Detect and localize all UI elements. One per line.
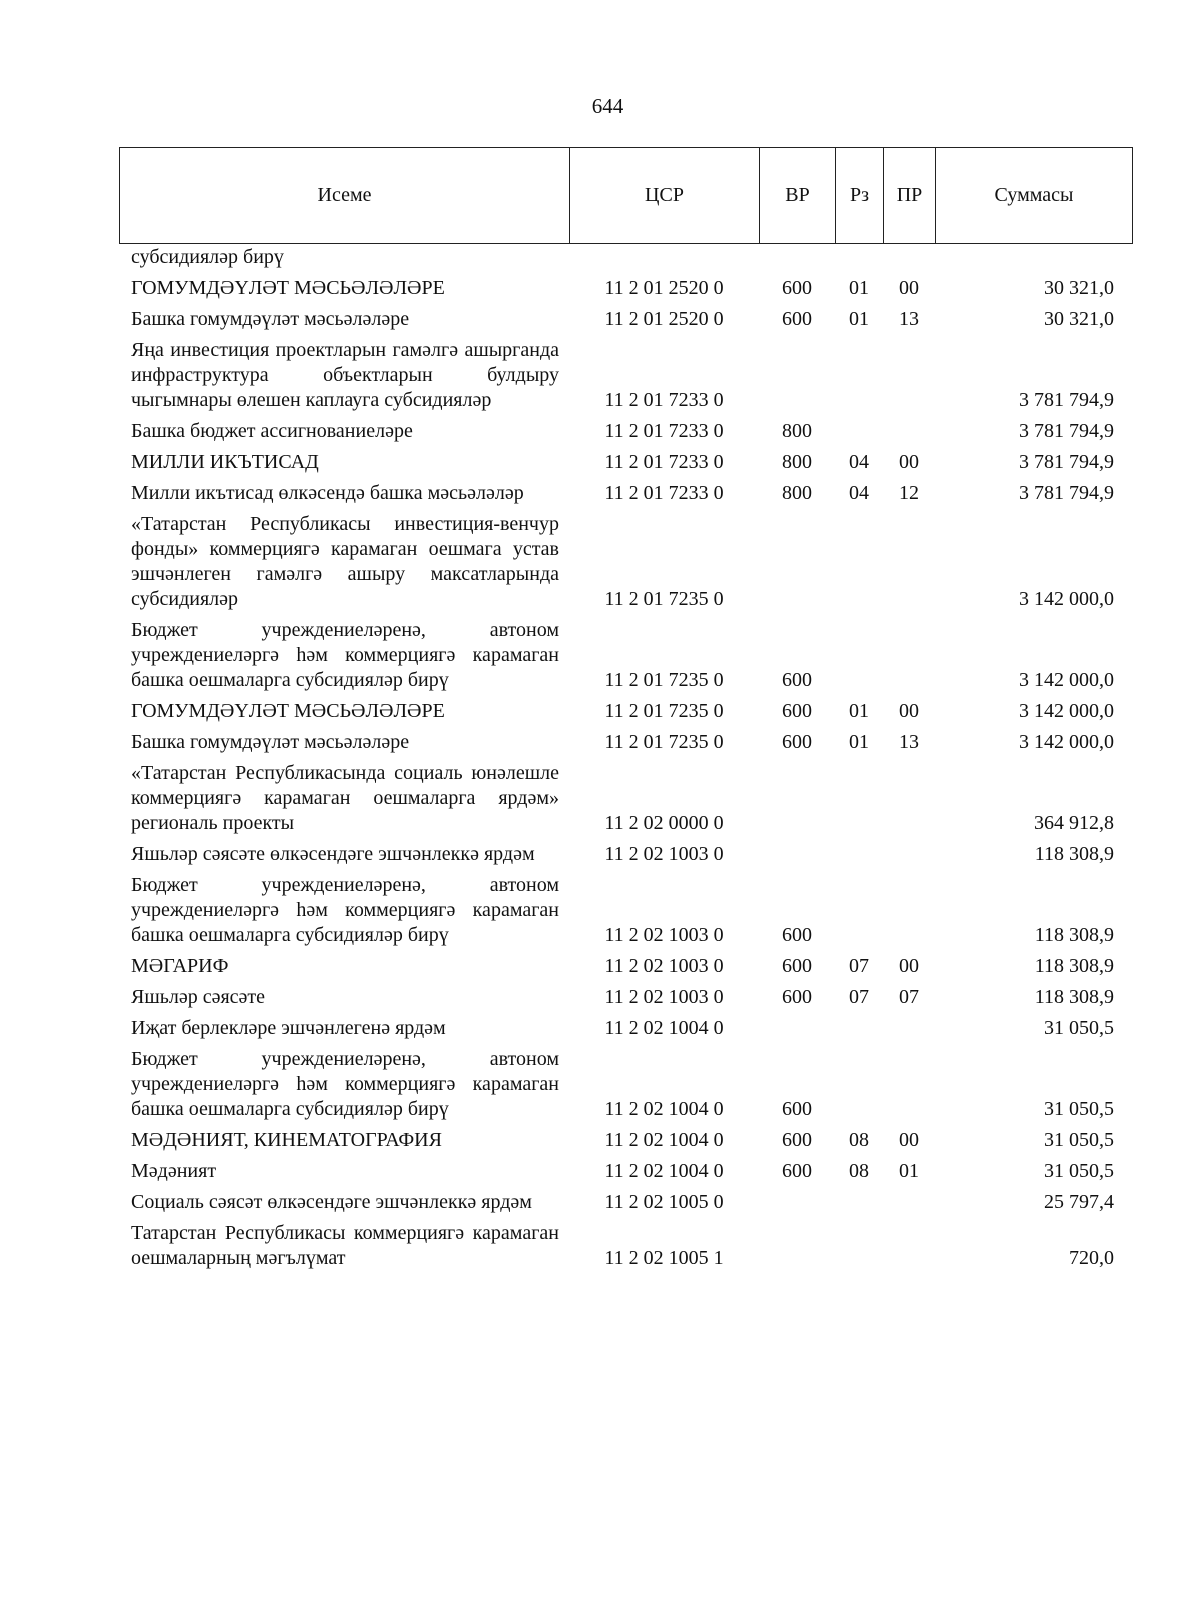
cell-sum: 3 142 000,0 bbox=[1019, 588, 1114, 610]
cell-name: Яшьләр сәясәте өлкәсендәге эшчәнлеккә ярдәм bbox=[131, 843, 535, 865]
cell-name: «Татарстан Республикасы инвестиция-венчур фонды» коммерциягә карамаган оешмага устав эшчәнлеген гамәлгә ашыру максатларында субсидияләр bbox=[131, 513, 559, 610]
cell-csr: 11 2 01 2520 0 bbox=[604, 308, 724, 330]
table-row bbox=[119, 512, 1132, 618]
cell-rz bbox=[835, 761, 883, 842]
cell-sum: 30 321,0 bbox=[1044, 277, 1114, 299]
cell-rz bbox=[835, 1221, 883, 1277]
page-number: 644 bbox=[591, 94, 624, 118]
cell-sum: 118 308,9 bbox=[1034, 924, 1114, 946]
table-row bbox=[119, 842, 1132, 873]
cell-name: МӘГАРИФ bbox=[131, 955, 229, 977]
table-row bbox=[119, 761, 1132, 842]
cell-name: Бюджет учреждениеләренә, автоном учреждениеләргә һәм коммерциягә карамаган башка оешмаларга субсидияләр бирү bbox=[131, 619, 559, 691]
header-sum: Суммасы bbox=[936, 148, 1133, 244]
cell-name: ГОМУМДӘҮЛӘТ МӘСЬӘЛӘЛӘРЕ bbox=[131, 277, 445, 299]
cell-sum: 31 050,5 bbox=[1044, 1129, 1114, 1151]
table-row bbox=[119, 419, 1132, 450]
cell-vr bbox=[759, 338, 835, 419]
cell-pr bbox=[883, 761, 935, 842]
cell-name: Бюджет учреждениеләренә, автоном учреждениеләргә һәм коммерциягә карамаган башка оешмаларга субсидияләр бирү bbox=[131, 1048, 559, 1120]
cell-csr: 11 2 02 1003 0 bbox=[604, 955, 724, 977]
cell-pr: 07 bbox=[899, 986, 919, 1008]
cell-vr: 600 bbox=[782, 308, 812, 330]
cell-sum: 118 308,9 bbox=[1034, 955, 1114, 977]
cell-pr: 01 bbox=[899, 1160, 919, 1182]
cell-pr: 13 bbox=[899, 731, 919, 753]
cell-pr: 00 bbox=[899, 451, 919, 473]
cell-sum: 25 797,4 bbox=[1044, 1191, 1114, 1213]
table-row bbox=[119, 954, 1132, 985]
cell-vr: 800 bbox=[782, 420, 812, 442]
cell-csr: 11 2 02 1004 0 bbox=[604, 1017, 724, 1039]
cell-rz bbox=[835, 873, 883, 954]
cell-rz: 08 bbox=[849, 1160, 869, 1182]
table-row bbox=[119, 1221, 1132, 1277]
cell-pr: 13 bbox=[899, 308, 919, 330]
cell-name: ГОМУМДӘҮЛӘТ МӘСЬӘЛӘЛӘРЕ bbox=[131, 700, 445, 722]
table-row bbox=[119, 730, 1132, 761]
cell-vr bbox=[759, 1016, 835, 1047]
cell-csr: 11 2 01 7233 0 bbox=[604, 482, 724, 504]
cell-sum: 3 781 794,9 bbox=[1019, 420, 1114, 442]
cell-sum: 3 781 794,9 bbox=[1019, 389, 1114, 411]
cell-name: Бюджет учреждениеләренә, автоном учреждениеләргә һәм коммерциягә карамаган башка оешмаларга субсидияләр бирү bbox=[131, 874, 559, 946]
cell-rz: 08 bbox=[849, 1129, 869, 1151]
cell-rz bbox=[835, 1047, 883, 1128]
cell-name: МӘДӘНИЯТ, КИНЕМАТОГРАФИЯ bbox=[131, 1129, 442, 1151]
cell-pr bbox=[883, 512, 935, 618]
cell-name: «Татарстан Республикасында социаль юнәлешле коммерциягә карамаган оешмаларга ярдәм» региональ проекты bbox=[131, 762, 559, 834]
cell-csr: 11 2 01 7235 0 bbox=[604, 588, 724, 610]
table-row bbox=[119, 1016, 1132, 1047]
table-row bbox=[119, 276, 1132, 307]
cell-vr: 600 bbox=[782, 1098, 812, 1120]
cell-csr: 11 2 01 7235 0 bbox=[604, 700, 724, 722]
cell-pr bbox=[883, 1221, 935, 1277]
cell-vr bbox=[759, 1221, 835, 1277]
cell-rz bbox=[835, 842, 883, 873]
cell-rz: 01 bbox=[849, 700, 869, 722]
header-name: Исеме bbox=[120, 148, 570, 244]
cell-sum: 720,0 bbox=[1069, 1247, 1114, 1269]
cell-sum: 3 142 000,0 bbox=[1019, 669, 1114, 691]
cell-vr bbox=[759, 761, 835, 842]
cell-rz bbox=[835, 1016, 883, 1047]
cell-vr: 600 bbox=[782, 1160, 812, 1182]
cell-rz bbox=[835, 245, 883, 276]
cell-csr: 11 2 01 7235 0 bbox=[604, 669, 724, 691]
table-row bbox=[119, 245, 1132, 276]
cell-sum: 31 050,5 bbox=[1044, 1017, 1114, 1039]
cell-vr: 600 bbox=[782, 955, 812, 977]
cell-vr: 600 bbox=[782, 1129, 812, 1151]
cell-csr bbox=[569, 245, 759, 276]
cell-csr: 11 2 02 1004 0 bbox=[604, 1098, 724, 1120]
table-row bbox=[119, 873, 1132, 954]
cell-csr: 11 2 02 1003 0 bbox=[604, 986, 724, 1008]
cell-vr bbox=[759, 512, 835, 618]
cell-name: субсидияләр бирү bbox=[131, 246, 284, 268]
cell-rz bbox=[835, 419, 883, 450]
cell-csr: 11 2 02 1003 0 bbox=[604, 843, 724, 865]
cell-vr: 600 bbox=[782, 700, 812, 722]
cell-vr: 800 bbox=[782, 482, 812, 504]
header-vr: ВР bbox=[760, 148, 836, 244]
cell-pr bbox=[883, 1016, 935, 1047]
cell-pr bbox=[883, 842, 935, 873]
cell-rz: 04 bbox=[849, 451, 869, 473]
cell-csr: 11 2 02 0000 0 bbox=[604, 812, 724, 834]
cell-name: Яшьләр сәясәте bbox=[131, 986, 266, 1008]
cell-sum: 30 321,0 bbox=[1044, 308, 1114, 330]
table-row bbox=[119, 450, 1132, 481]
table-row bbox=[119, 481, 1132, 512]
cell-pr bbox=[883, 873, 935, 954]
table-row bbox=[119, 1047, 1132, 1128]
cell-name: Мәдәният bbox=[131, 1160, 217, 1182]
cell-csr: 11 2 02 1005 1 bbox=[604, 1247, 724, 1269]
table-row bbox=[119, 338, 1132, 419]
cell-name: Башка бюджет ассигнованиеләре bbox=[131, 420, 413, 442]
cell-name: Татарстан Республикасы коммерциягә карамаган оешмаларның мәгълүмат bbox=[131, 1222, 559, 1269]
cell-vr: 600 bbox=[782, 731, 812, 753]
cell-pr bbox=[883, 618, 935, 699]
cell-pr: 00 bbox=[899, 277, 919, 299]
table-row bbox=[119, 1159, 1132, 1190]
cell-sum: 3 142 000,0 bbox=[1019, 700, 1114, 722]
cell-csr: 11 2 02 1003 0 bbox=[604, 924, 724, 946]
header-csr: ЦСР bbox=[570, 148, 760, 244]
table-row bbox=[119, 985, 1132, 1016]
cell-pr bbox=[883, 1047, 935, 1128]
cell-name: Социаль сәясәт өлкәсендәге эшчәнлеккә ярдәм bbox=[131, 1191, 532, 1213]
table-row bbox=[119, 1190, 1132, 1221]
cell-pr bbox=[883, 245, 935, 276]
header-pr: ПР bbox=[884, 148, 936, 244]
cell-sum: 3 142 000,0 bbox=[1019, 731, 1114, 753]
cell-sum: 118 308,9 bbox=[1034, 986, 1114, 1008]
cell-rz: 04 bbox=[849, 482, 869, 504]
cell-rz bbox=[835, 1190, 883, 1221]
cell-csr: 11 2 01 2520 0 bbox=[604, 277, 724, 299]
cell-vr: 800 bbox=[782, 451, 812, 473]
cell-csr: 11 2 01 7233 0 bbox=[604, 389, 724, 411]
cell-vr: 600 bbox=[782, 277, 812, 299]
cell-pr: 00 bbox=[899, 700, 919, 722]
cell-sum: 31 050,5 bbox=[1044, 1098, 1114, 1120]
cell-csr: 11 2 01 7235 0 bbox=[604, 731, 724, 753]
cell-csr: 11 2 01 7233 0 bbox=[604, 420, 724, 442]
cell-pr: 00 bbox=[899, 955, 919, 977]
table-header bbox=[119, 147, 1133, 244]
cell-sum: 3 781 794,9 bbox=[1019, 451, 1114, 473]
cell-sum bbox=[935, 245, 1132, 276]
cell-rz bbox=[835, 338, 883, 419]
cell-name: Иҗат берлекләре эшчәнлегенә ярдәм bbox=[131, 1017, 446, 1039]
cell-rz bbox=[835, 512, 883, 618]
table-row bbox=[119, 1128, 1132, 1159]
cell-pr bbox=[883, 1190, 935, 1221]
cell-name: Милли икътисад өлкәсендә башка мәсьәләләр bbox=[131, 482, 524, 504]
cell-pr: 12 bbox=[899, 482, 919, 504]
cell-rz: 07 bbox=[849, 986, 869, 1008]
cell-csr: 11 2 02 1005 0 bbox=[604, 1191, 724, 1213]
cell-sum: 118 308,9 bbox=[1034, 843, 1114, 865]
cell-vr bbox=[759, 842, 835, 873]
cell-vr bbox=[759, 245, 835, 276]
cell-vr bbox=[759, 1190, 835, 1221]
cell-vr: 600 bbox=[782, 669, 812, 691]
budget-table bbox=[119, 245, 1132, 1277]
cell-pr: 00 bbox=[899, 1129, 919, 1151]
cell-pr bbox=[883, 338, 935, 419]
cell-vr: 600 bbox=[782, 986, 812, 1008]
header-rz: Рз bbox=[836, 148, 884, 244]
cell-csr: 11 2 02 1004 0 bbox=[604, 1160, 724, 1182]
table-row bbox=[119, 618, 1132, 699]
cell-name: Яңа инвестиция проектларын гамәлгә ашырганда инфраструктура объектларын булдыру чыгымнары өлешен каплауга субсидияләр bbox=[131, 339, 559, 411]
cell-rz: 07 bbox=[849, 955, 869, 977]
cell-name: МИЛЛИ ИКЪТИСАД bbox=[131, 451, 319, 473]
cell-rz: 01 bbox=[849, 731, 869, 753]
cell-rz: 01 bbox=[849, 308, 869, 330]
cell-vr: 600 bbox=[782, 924, 812, 946]
cell-name: Башка гомумдәүләт мәсьәләләре bbox=[131, 731, 410, 753]
cell-rz bbox=[835, 618, 883, 699]
cell-csr: 11 2 01 7233 0 bbox=[604, 451, 724, 473]
cell-name: Башка гомумдәүләт мәсьәләләре bbox=[131, 308, 410, 330]
cell-pr bbox=[883, 419, 935, 450]
cell-sum: 31 050,5 bbox=[1044, 1160, 1114, 1182]
cell-csr: 11 2 02 1004 0 bbox=[604, 1129, 724, 1151]
cell-rz: 01 bbox=[849, 277, 869, 299]
table-row bbox=[119, 307, 1132, 338]
cell-sum: 364 912,8 bbox=[1034, 812, 1114, 834]
cell-sum: 3 781 794,9 bbox=[1019, 482, 1114, 504]
table-row bbox=[119, 699, 1132, 730]
